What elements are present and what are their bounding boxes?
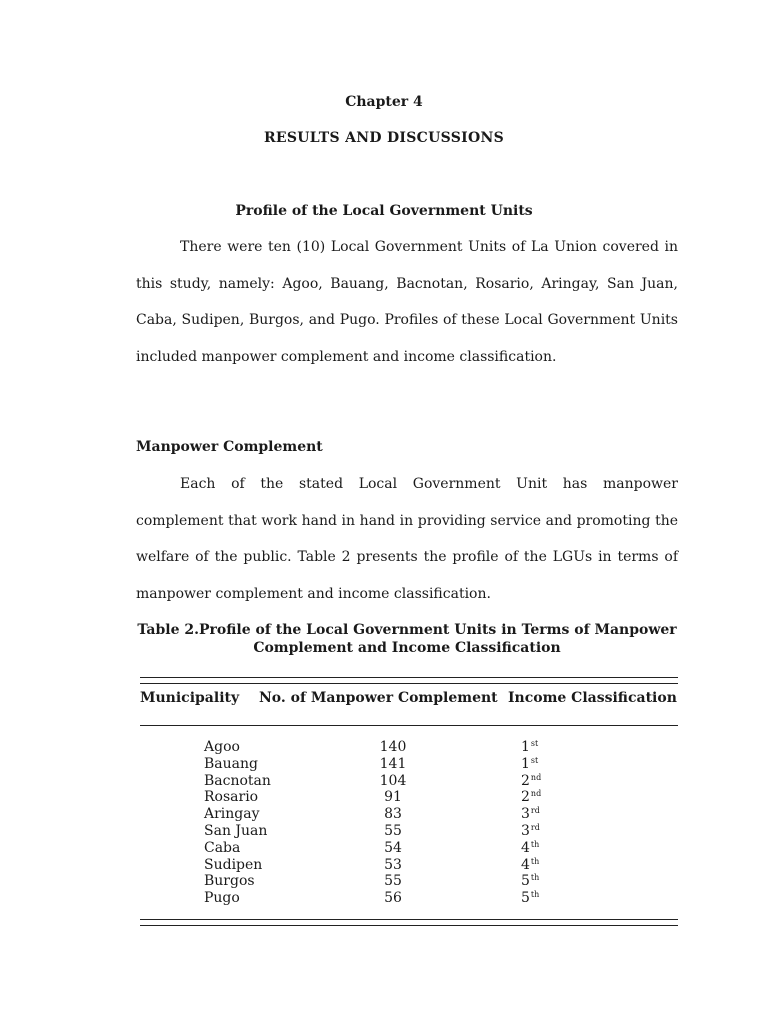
cell-income-suffix: st <box>530 739 539 748</box>
table-row <box>0 823 768 840</box>
cell-manpower: 55 <box>384 823 402 839</box>
table-caption-line-2: Complement and Income Classification <box>253 640 561 656</box>
cell-income <box>521 890 539 906</box>
cell-municipality: Aringay <box>204 806 260 823</box>
cell-income <box>521 873 539 889</box>
cell-manpower: 56 <box>384 890 402 907</box>
cell-income-number: 4 <box>521 839 530 856</box>
table-header-rule <box>140 725 678 726</box>
cell-income-number: 5 <box>521 873 530 890</box>
cell-municipality: Agoo <box>204 739 240 755</box>
paragraph-manpower: Each of the stated Local Government Unit has manpower complement that work hand in hand in providing service and promoting the welfare of the public. Table 2 presents the profile of the LGUs in terms of manpower complement and income classification. <box>136 476 678 602</box>
cell-municipality: Sudipen <box>204 856 263 873</box>
cell-manpower: 141 <box>379 755 407 772</box>
cell-income-number: 3 <box>521 806 530 823</box>
cell-income-number: 5 <box>521 890 530 907</box>
cell-manpower: 53 <box>384 856 402 873</box>
cell-municipality: Bacnotan <box>204 772 271 789</box>
cell-income-suffix: nd <box>530 772 542 782</box>
cell-income-number: 1 <box>521 739 530 755</box>
cell-manpower: 55 <box>384 873 402 890</box>
table-top-rule-double <box>140 683 678 684</box>
cell-income <box>521 756 538 772</box>
cell-manpower: 54 <box>384 839 402 856</box>
table-row <box>0 840 768 857</box>
cell-income <box>521 857 539 873</box>
chapter-title: Chapter 4 <box>345 94 423 110</box>
cell-manpower: 83 <box>384 806 402 823</box>
cell-income-suffix: nd <box>530 789 542 799</box>
table-row <box>0 857 768 874</box>
cell-income-number: 2 <box>521 772 530 789</box>
cell-income <box>521 789 541 805</box>
cell-income-suffix: rd <box>530 823 540 832</box>
cell-municipality: Bauang <box>204 755 258 772</box>
table-row <box>0 806 768 823</box>
section-heading: Profile of the Local Government Units <box>235 203 533 219</box>
paragraph-lgu-profile: There were ten (10) Local Government Units of La Union covered in this study, namely: Agoo, Bauang, Bacnotan, Rosario, Aringay, San Juan, Caba, Sudipen, Burgos, and Pugo. Profiles of these Local Government Units included manpower complement and income classification. <box>136 239 678 365</box>
cell-manpower: 91 <box>384 789 402 806</box>
cell-income <box>521 739 538 755</box>
header-municipality: Municipality <box>140 690 240 706</box>
cell-municipality: Rosario <box>204 789 259 806</box>
table-bottom-rule <box>140 919 678 920</box>
cell-income-suffix: st <box>530 755 539 765</box>
cell-municipality: Caba <box>204 839 241 856</box>
cell-income-suffix: th <box>530 890 540 900</box>
table-bottom-rule-double <box>140 925 678 926</box>
cell-manpower: 140 <box>379 739 407 755</box>
table-row <box>0 756 768 773</box>
cell-income-number: 3 <box>521 823 530 839</box>
table-caption <box>136 621 678 657</box>
cell-income <box>521 840 539 856</box>
cell-income <box>521 823 540 839</box>
cell-municipality: Pugo <box>204 890 240 907</box>
header-income: Income Classification <box>508 690 677 706</box>
cell-manpower: 104 <box>379 772 407 789</box>
table-row <box>0 873 768 890</box>
cell-income-suffix: th <box>530 873 540 883</box>
table-row <box>0 890 768 907</box>
cell-income <box>521 806 540 822</box>
chapter-subtitle: RESULTS AND DISCUSSIONS <box>263 130 505 146</box>
table-row <box>0 789 768 806</box>
table-caption-line-1: Table 2.Profile of the Local Government Units in Terms of Manpower <box>137 622 677 638</box>
cell-income <box>521 773 541 789</box>
table-row <box>0 739 768 756</box>
subsection-heading: Manpower Complement <box>136 439 323 455</box>
table-top-rule <box>140 677 678 678</box>
cell-municipality: Burgos <box>204 873 255 890</box>
cell-income-number: 2 <box>521 789 530 806</box>
cell-municipality: San Juan <box>204 823 268 839</box>
cell-income-number: 4 <box>521 856 530 873</box>
cell-income-suffix: th <box>530 839 540 849</box>
cell-income-number: 1 <box>521 755 530 772</box>
header-manpower: No. of Manpower Complement <box>259 690 498 706</box>
cell-income-suffix: th <box>530 856 540 866</box>
cell-income-suffix: rd <box>530 806 540 816</box>
table-row <box>0 773 768 790</box>
